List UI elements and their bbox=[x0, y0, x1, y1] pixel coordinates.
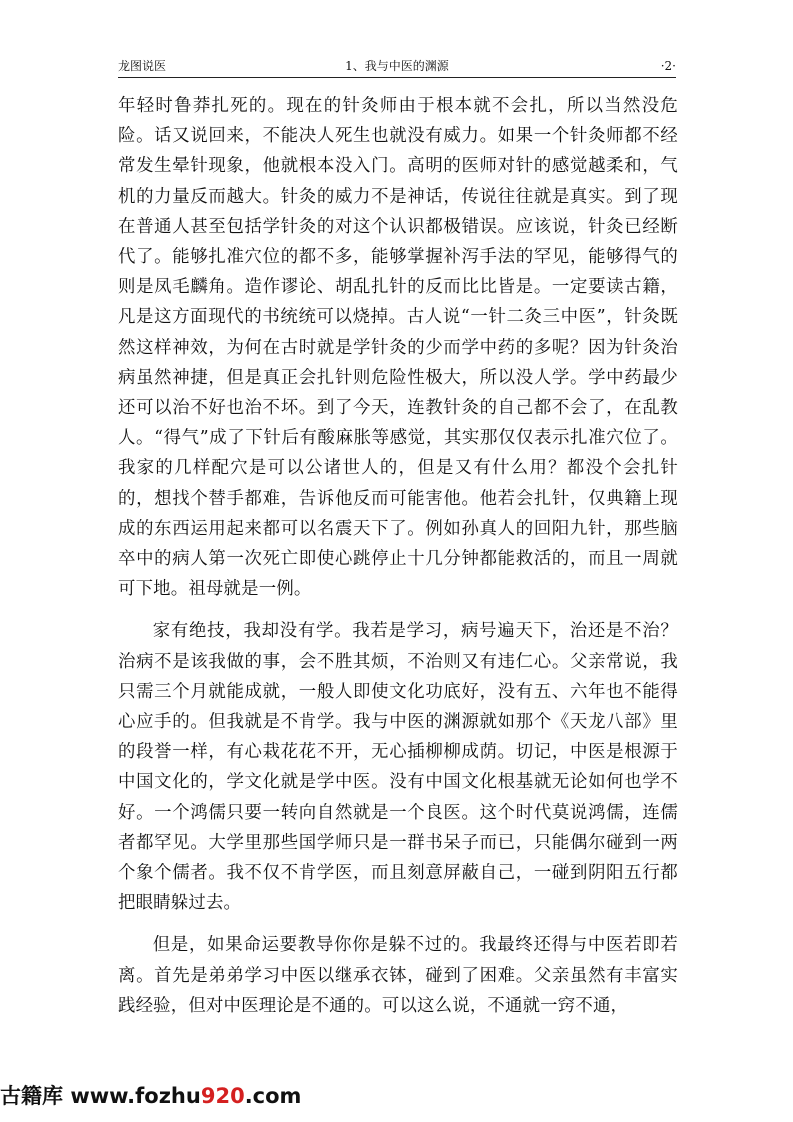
watermark-url-suffix: .com bbox=[244, 1084, 302, 1108]
page-number: ·2· bbox=[660, 59, 676, 73]
page-header bbox=[118, 57, 676, 75]
page-body bbox=[118, 91, 678, 1033]
book-title: 龙图说医 bbox=[118, 59, 167, 73]
paragraph-2: 家有绝技，我却没有学。我若是学习，病号遍天下，治还是不治？治病不是该我做的事，会不胜其烦，不治则又有违仁心。父亲常说，我只需三个月就能成就，一般人即使文化功底好，没有五、六年也不能得心应手的。但我就是不肯学。我与中医的渊源就如那个《天龙八部》里的段誉一样，有心栽花花不开，无心插柳柳成荫。切记，中医是根源于中国文化的，学文化就是学中医。没有中国文化根基就无论如何也学不好。一个鸿儒只要一转向自然就是一个良医。这个时代莫说鸿儒，连儒者都罕见。大学里那些国学师只是一群书呆子而已，只能偶尔碰到一两个象个儒者。我不仅不肯学医，而且刻意屏蔽自己，一碰到阴阳五行都把眼睛躲过去。 bbox=[118, 621, 678, 914]
watermark-name: 古籍库 bbox=[0, 1084, 63, 1108]
watermark-url-number: 920 bbox=[200, 1084, 245, 1108]
paragraph-1: 年轻时鲁莽扎死的。现在的针灸师由于根本就不会扎，所以当然没危险。话又说回来，不能决人死生也就没有威力。如果一个针灸师都不经常发生晕针现象，他就根本没入门。高明的医师对针的感觉越柔和，气机的力量反而越大。针灸的威力不是神话，传说往往就是真实。到了现在普通人甚至包括学针灸的对这个认识都极错误。应该说，针灸已经断代了。能够扎准穴位的都不多，能够掌握补泻手法的罕见，能够得气的则是凤毛麟角。造作谬论、胡乱扎针的反而比比皆是。一定要读古籍，凡是这方面现代的书统统可以烧掉。古人说“一针二灸三中医”，针灸既然这样神效，为何在古时就是学针灸的少而学中药的多呢？因为针灸治病虽然神捷，但是真正会扎针则危险性极大，所以没人学。学中药最少还可以治不好也治不坏。到了今天，连教针灸的自己都不会了，在乱教人。“得气”成了下针后有酸麻胀等感觉，其实那仅仅表示扎准穴位了。我家的几样配穴是可以公诸世人的，但是又有什么用？都没个会扎针的，想找个替手都难，告诉他反而可能害他。他若会扎针，仅典籍上现成的东西运用起来都可以名震天下了。例如孙真人的回阳九针，那些脑卒中的病人第一次死亡即使心跳停止十几分钟都能救活的，而且一周就可下地。祖母就是一例。 bbox=[118, 96, 678, 600]
site-watermark bbox=[0, 1080, 301, 1112]
header-rule bbox=[118, 77, 676, 78]
chapter-title: 1、我与中医的渊源 bbox=[345, 59, 449, 73]
watermark-url-prefix: www.fozhu bbox=[70, 1084, 201, 1108]
paragraph-3: 但是，如果命运要教导你你是躲不过的。我最终还得与中医若即若离。首先是弟弟学习中医以继承衣钵，碰到了困难。父亲虽然有丰富实践经验，但对中医理论是不通的。可以这么说，不通就一窍不通， bbox=[118, 935, 678, 1016]
